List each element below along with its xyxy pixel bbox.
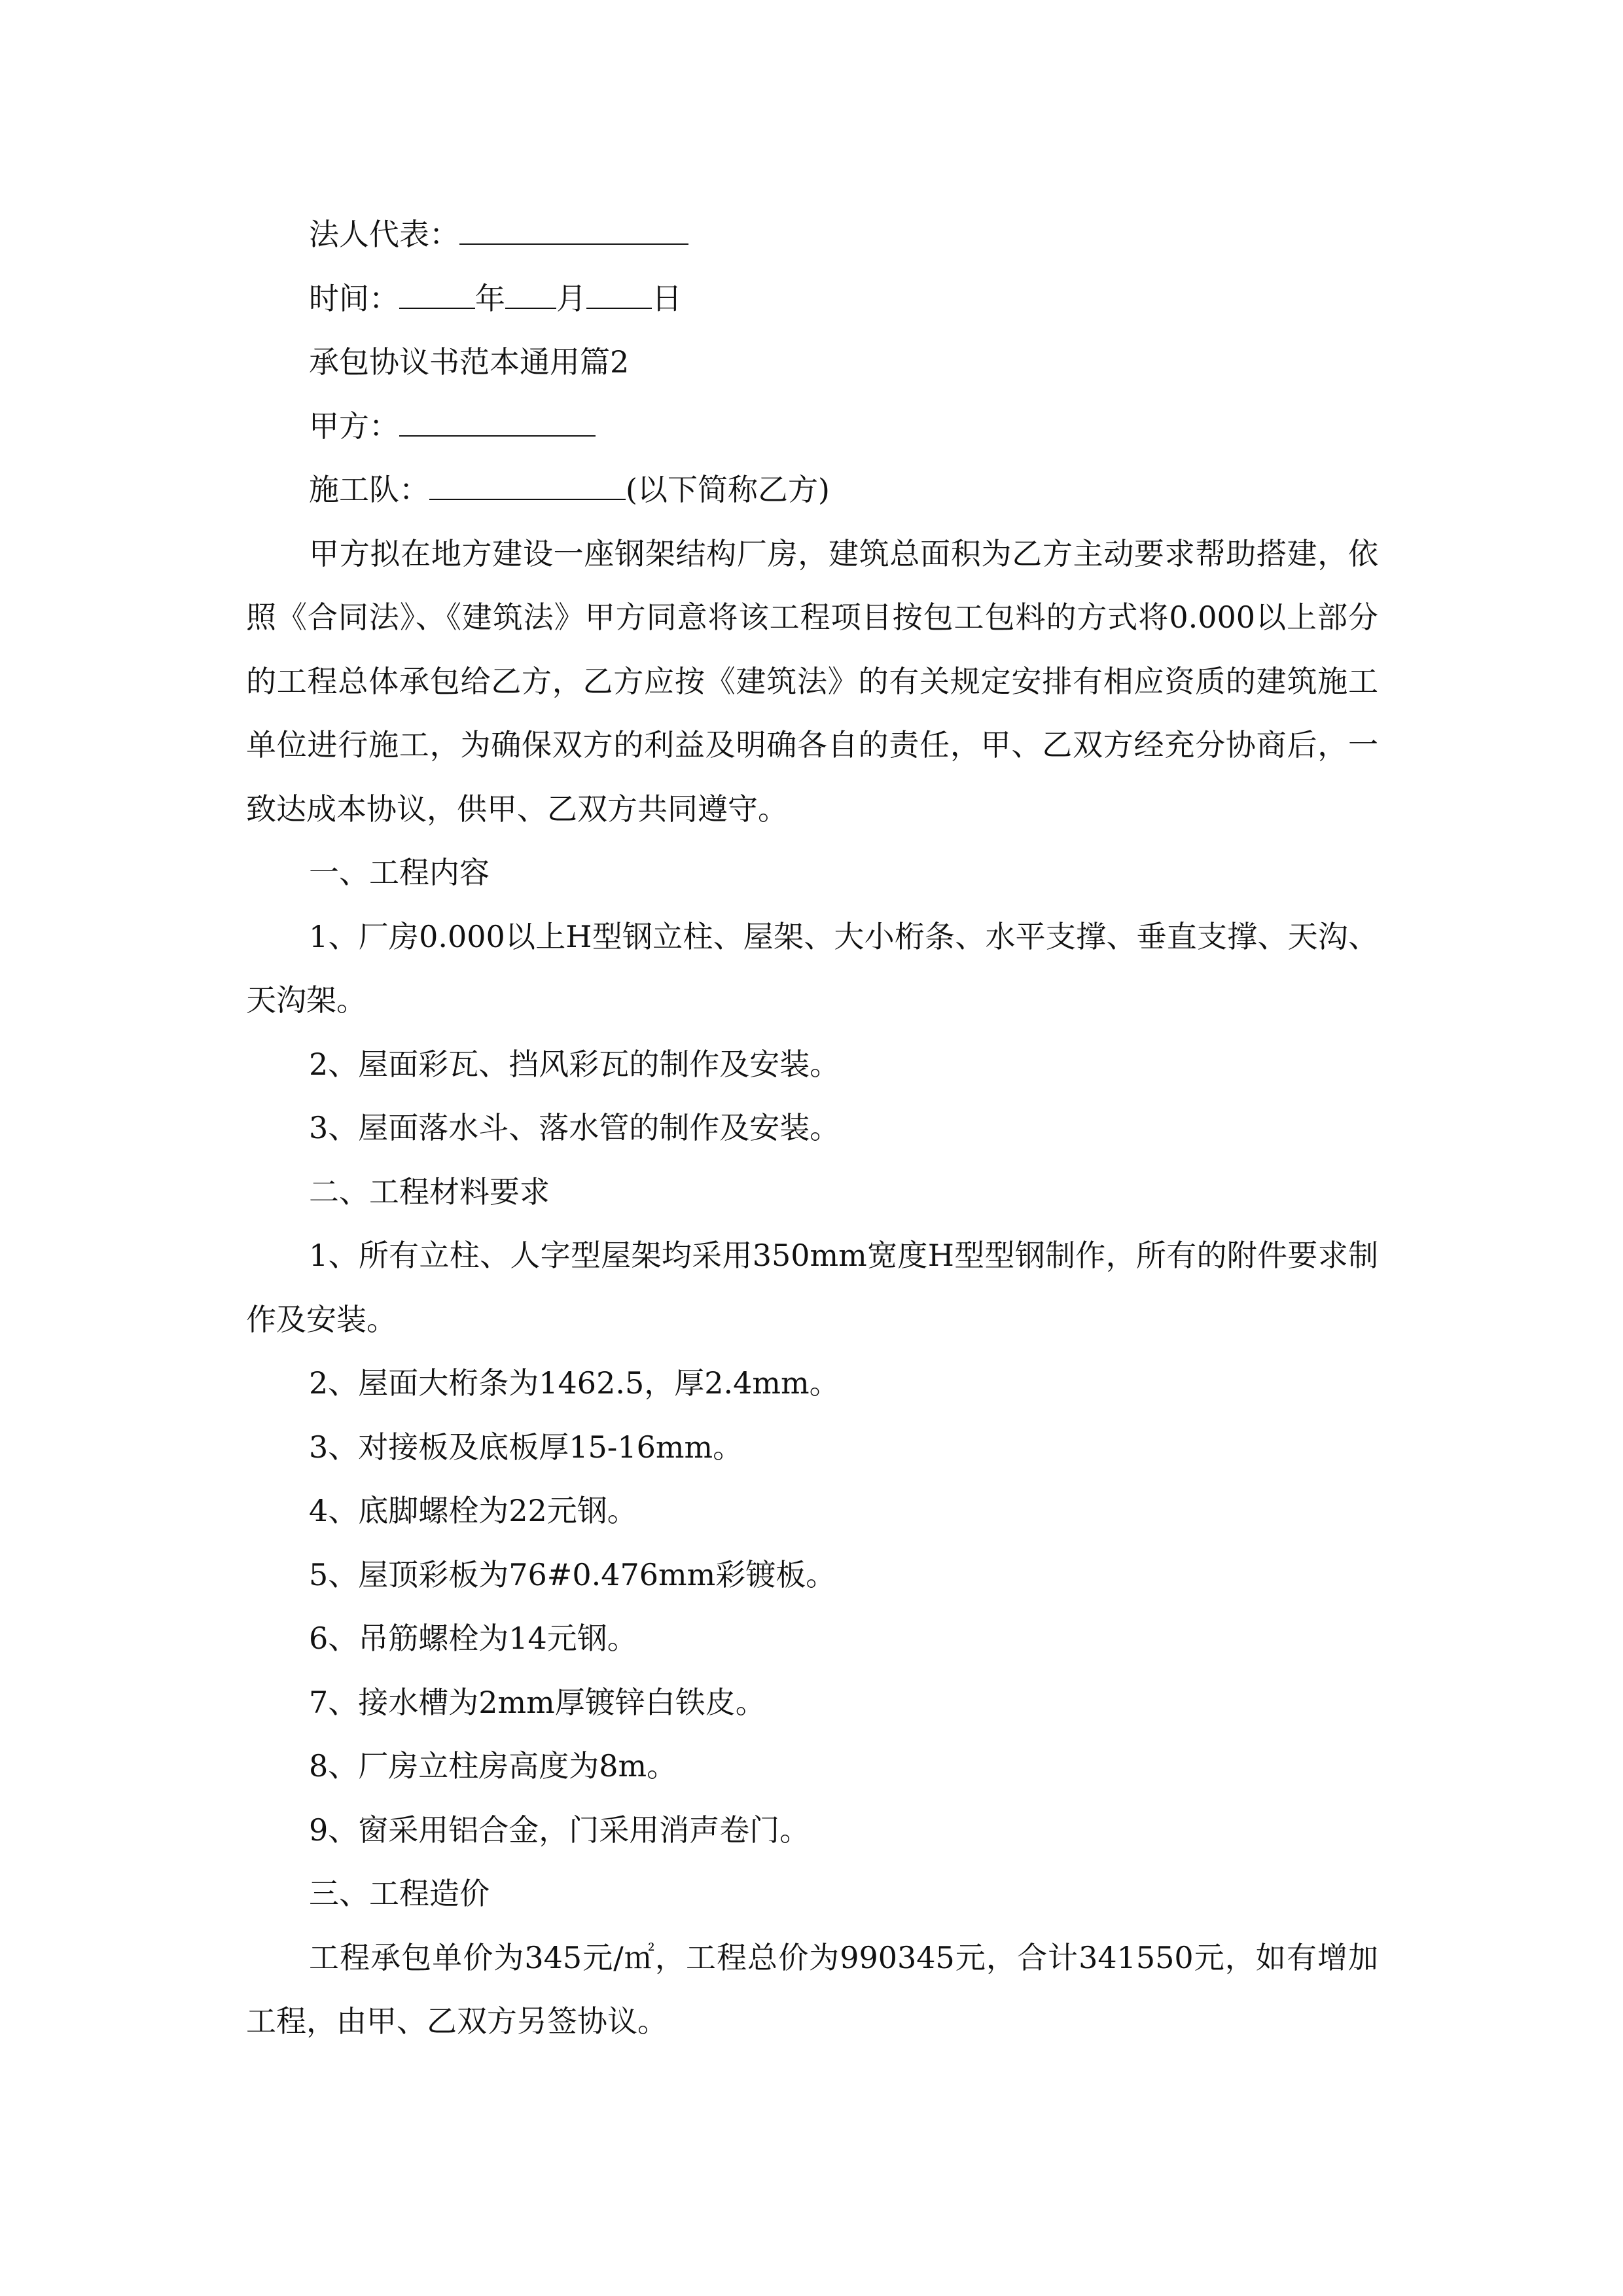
section-heading-cost: 三、工程造价 — [309, 1876, 490, 1911]
construction-team-label: 施工队： — [309, 472, 429, 507]
list-item: 3、对接板及底板厚15-16mm。 — [309, 1429, 743, 1465]
list-item: 1、厂房0.000以上H型钢立柱、屋架、大小桁条、水平支撑、垂直支撑、天沟、天沟架。 — [246, 918, 1378, 1018]
section-heading-content: 一、工程内容 — [309, 855, 490, 890]
list-item: 2、屋面大桁条为1462.5，厚2.4mm。 — [309, 1365, 840, 1401]
party-a-line — [246, 395, 1378, 459]
construction-team-line — [246, 458, 1378, 522]
legal-rep-blank — [459, 215, 688, 245]
list-item: 8、厂房立柱房高度为8m。 — [309, 1748, 677, 1784]
list-item: 3、屋面落水斗、落水管的制作及安装。 — [309, 1110, 840, 1145]
legal-rep-label: 法人代表： — [309, 217, 459, 252]
date-line — [246, 267, 1378, 331]
party-a-blank — [399, 406, 596, 437]
list-item: 1、所有立柱、人字型屋架均采用350mm宽度H型型钢制作，所有的附件要求制作及安装。 — [246, 1238, 1378, 1337]
section-heading-materials: 二、工程材料要求 — [309, 1174, 550, 1210]
year-char: 年 — [475, 280, 505, 316]
year-blank — [399, 279, 475, 309]
construction-team-suffix: (以下简称乙方) — [626, 472, 830, 507]
list-item: 9、窗采用铝合金，门采用消声卷门。 — [309, 1812, 810, 1848]
legal-rep-line — [246, 203, 1378, 267]
cost-paragraph: 工程承包单价为345元/㎡，工程总价为990345元，合计341550元，如有增加工程，由甲、乙双方另签协议。 — [246, 1939, 1378, 2039]
document-title: 承包协议书范本通用篇2 — [309, 344, 630, 380]
time-label: 时间： — [309, 280, 399, 316]
list-item: 5、屋顶彩板为76#0.476mm彩镀板。 — [309, 1556, 836, 1592]
list-item: 2、屋面彩瓦、挡风彩瓦的制作及安装。 — [309, 1046, 840, 1082]
document-body — [246, 203, 1378, 2054]
month-blank — [505, 279, 556, 309]
party-a-label: 甲方： — [309, 408, 399, 444]
list-item: 6、吊筋螺栓为14元钢。 — [309, 1621, 637, 1656]
construction-team-blank — [429, 470, 626, 500]
list-item: 7、接水槽为2mm厚镀锌白铁皮。 — [309, 1684, 766, 1720]
month-char: 月 — [556, 280, 586, 316]
day-blank — [586, 279, 652, 309]
intro-paragraph: 甲方拟在地方建设一座钢架结构厂房，建筑总面积为乙方主动要求帮助搭建，依照《合同法》、《建筑法》甲方同意将该工程项目按包工包料的方式将0.000以上部分的工程总体承包给乙方，乙方应按《建筑法》的有关规定安排有相应资质的建筑施工单位进行施工，为确保双方的利益及明确各自的责任，甲、乙双方经充分协商后，一致达成本协议，供甲、乙双方共同遵守。 — [246, 535, 1378, 827]
day-char: 日 — [652, 280, 682, 316]
list-item: 4、底脚螺栓为22元钢。 — [309, 1493, 637, 1528]
